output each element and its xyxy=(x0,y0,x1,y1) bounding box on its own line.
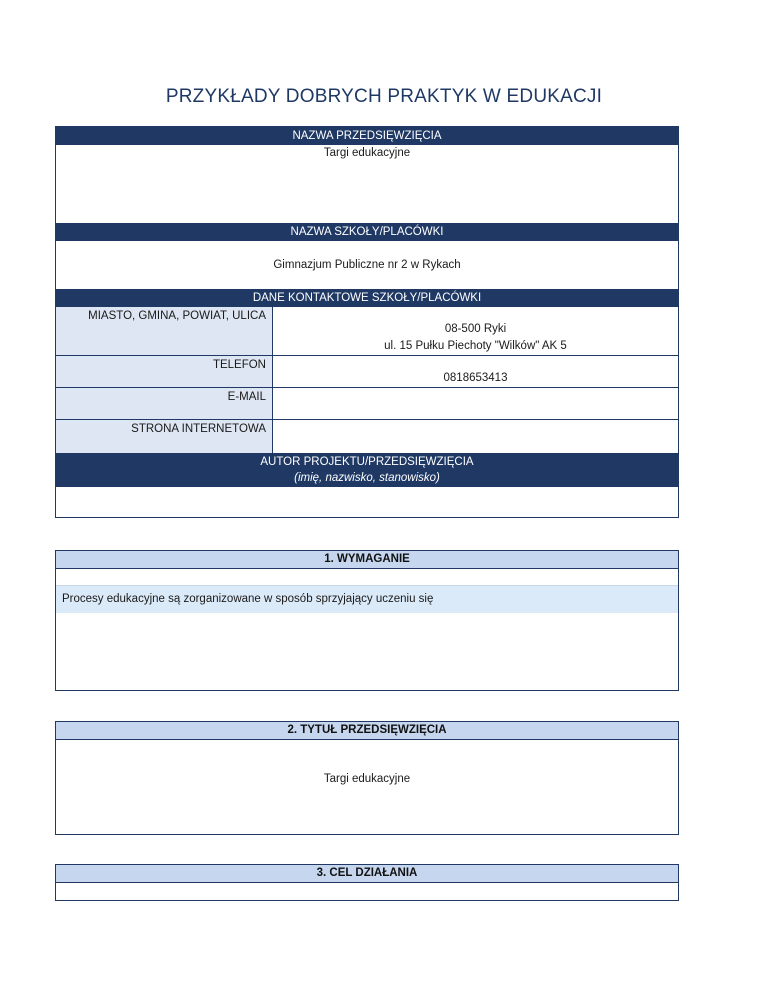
goal-header: 3. CEL DZIAŁANIA xyxy=(56,865,678,883)
website-label: STRONA INTERNETOWA xyxy=(56,420,273,453)
phone-value-cell[interactable] xyxy=(273,356,678,387)
contact-row-phone xyxy=(56,355,678,387)
website-value-cell[interactable] xyxy=(273,420,678,453)
address-line-2: ul. 15 Pułku Piechoty "Wilków" AK 5 xyxy=(384,340,567,352)
email-value-cell[interactable] xyxy=(273,388,678,419)
address-label: MIASTO, GMINA, POWIAT, ULICA xyxy=(56,307,273,355)
email-label: E-MAIL xyxy=(56,388,273,419)
address-line-1: 08-500 Ryki xyxy=(444,323,507,335)
project-name-value: Targi edukacyjne xyxy=(323,147,411,159)
author-header-subtitle: (imię, nazwisko, stanowisko) xyxy=(294,472,440,484)
phone-label: TELEFON xyxy=(56,356,273,387)
contact-row-address xyxy=(56,307,678,355)
requirement-spacer xyxy=(56,569,678,585)
contact-row-email xyxy=(56,387,678,419)
contact-row-website xyxy=(56,419,678,453)
requirement-section xyxy=(55,550,679,691)
title-section xyxy=(55,721,679,835)
initiative-title-header: 2. TYTUŁ PRZEDSIĘWZIĘCIA xyxy=(56,722,678,740)
project-name-cell[interactable] xyxy=(56,145,678,223)
author-header xyxy=(56,453,678,487)
goal-section xyxy=(55,864,679,901)
requirement-value: Procesy edukacyjne są zorganizowane w sposób sprzyjający uczeniu się xyxy=(62,593,434,605)
initiative-title-value: Targi edukacyjne xyxy=(323,773,411,785)
school-name-value: Gimnazjum Publiczne nr 2 w Rykach xyxy=(273,259,461,271)
requirement-value-row[interactable] xyxy=(56,585,678,613)
address-value-cell[interactable] xyxy=(273,307,678,355)
school-name-header: NAZWA SZKOŁY/PLACÓWKI xyxy=(56,223,678,241)
goal-value-cell[interactable] xyxy=(56,883,678,900)
school-name-cell[interactable] xyxy=(56,241,678,289)
requirement-header: 1. WYMAGANIE xyxy=(56,551,678,569)
initiative-title-cell[interactable] xyxy=(56,740,678,818)
project-name-header: NAZWA PRZEDSIĘWZIĘCIA xyxy=(56,127,678,145)
phone-value: 0818653413 xyxy=(443,372,508,384)
author-value-cell[interactable] xyxy=(56,487,678,517)
document-title: PRZYKŁADY DOBRYCH PRAKTYK W EDUKACJI xyxy=(165,86,603,107)
author-header-title: AUTOR PROJEKTU/PRZEDSIĘWZIĘCIA xyxy=(260,456,474,468)
contact-header: DANE KONTAKTOWE SZKOŁY/PLACÓWKI xyxy=(56,289,678,307)
info-table xyxy=(55,126,679,518)
